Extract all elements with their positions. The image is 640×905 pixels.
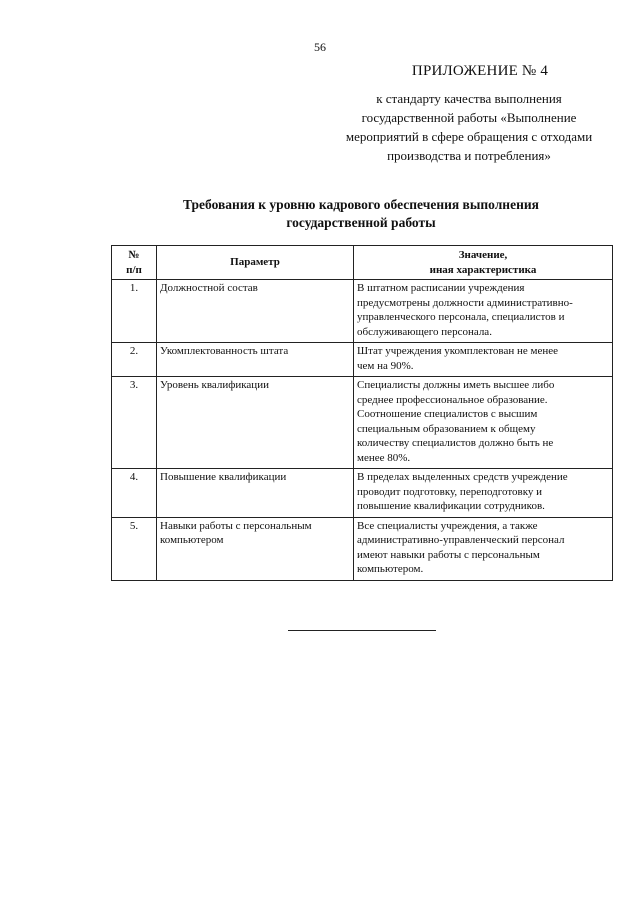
param-line: Должностной состав (160, 282, 258, 294)
value-line: Соотношение специалистов с высшим (357, 408, 538, 420)
table-row (112, 377, 613, 469)
row-value (354, 469, 613, 518)
table-row (112, 517, 613, 580)
appendix-subtitle-line: мероприятий в сфере обращения с отходами (345, 129, 593, 144)
table-row (112, 469, 613, 518)
header-value-line: Значение, (458, 249, 508, 261)
value-line: среднее профессиональное образование. (357, 393, 548, 406)
header-num-line: п/п (126, 263, 142, 276)
table-row (112, 343, 613, 377)
header-value-line: иная характеристика (429, 263, 537, 276)
value-line: менее 80%. (357, 451, 411, 464)
heading-line: Требования к уровню кадрового обеспечения выполнения (183, 197, 539, 212)
header-num-line: № (128, 249, 140, 261)
appendix-subtitle-line: к стандарту качества выполнения (376, 91, 562, 106)
header-num (112, 246, 157, 280)
value-line: проводит подготовку, переподготовку и (357, 485, 543, 498)
requirements-table (111, 245, 613, 581)
appendix-subtitle-line: производства и потребления» (387, 148, 551, 163)
row-num: 4. (112, 469, 157, 518)
value-line: количеству специалистов должно быть не (357, 437, 554, 449)
row-param (157, 469, 354, 518)
param-line: Повышение квалификации (160, 471, 287, 483)
param-line: Укомплектованность штата (160, 345, 289, 357)
value-line: управленческого персонала, специалистов и (357, 311, 565, 323)
value-line: компьютером. (357, 563, 424, 575)
row-num: 2. (112, 343, 157, 377)
row-param (157, 377, 354, 469)
param-line: компьютером (160, 534, 224, 546)
value-line: Специалисты должны иметь высшее либо (357, 379, 555, 391)
row-value (354, 343, 613, 377)
row-param (157, 280, 354, 343)
row-value (354, 517, 613, 580)
appendix-subtitle (316, 89, 622, 165)
param-line: Уровень квалификации (160, 379, 269, 391)
value-line: В штатном расписании учреждения (357, 282, 525, 294)
value-line: Все специалисты учреждения, а также (357, 519, 538, 532)
table-header-row (112, 246, 613, 280)
value-line: чем на 90%. (357, 359, 414, 372)
table-row (112, 280, 613, 343)
value-line: имеют навыки работы с персональным (357, 548, 540, 561)
row-value (354, 280, 613, 343)
document-heading (110, 196, 612, 232)
row-num: 3. (112, 377, 157, 469)
header-value (354, 246, 613, 280)
row-value (354, 377, 613, 469)
row-num: 5. (112, 517, 157, 580)
appendix-subtitle-line: государственной работы «Выполнение (361, 110, 577, 125)
row-param (157, 343, 354, 377)
value-line: административно-управленческий персонал (357, 534, 565, 546)
row-num: 1. (112, 280, 157, 343)
value-line: повышение квалификации сотрудников. (357, 500, 545, 512)
row-param (157, 517, 354, 580)
page-number: 56 (314, 40, 326, 54)
value-line: обслуживающего персонала. (357, 325, 492, 338)
value-line: Штат учреждения укомплектован не менее (357, 345, 559, 357)
value-line: специальным образованием к общему (357, 422, 536, 435)
param-line: Навыки работы с персональным (160, 519, 312, 532)
value-line: предусмотрены должности административно- (357, 296, 573, 309)
appendix-title: ПРИЛОЖЕНИЕ № 4 (411, 63, 549, 79)
value-line: В пределах выделенных средств учреждение (357, 471, 568, 483)
header-param: Параметр (157, 246, 354, 280)
footer-divider (288, 630, 436, 631)
heading-line: государственной работы (286, 215, 436, 230)
